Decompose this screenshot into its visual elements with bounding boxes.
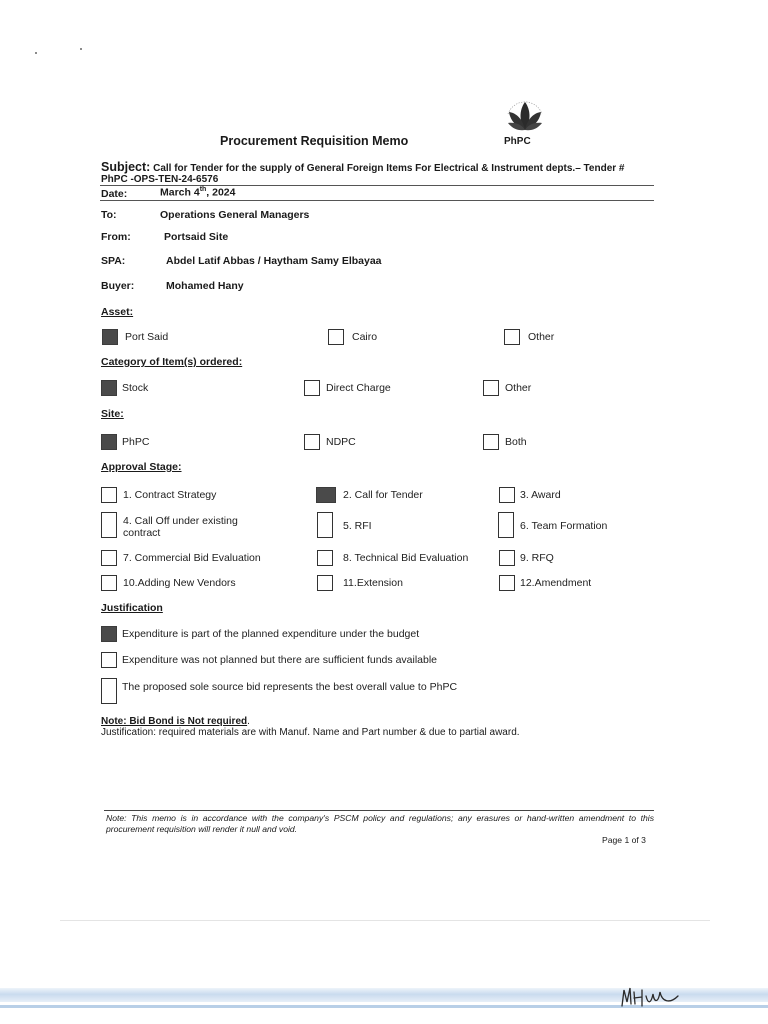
approval-option-label: 7. Commercial Bid Evaluation [123,552,261,564]
to-label: To: [101,209,117,221]
page-number: Page 1 of 3 [602,835,646,845]
approval-option-label: 6. Team Formation [520,520,608,532]
from-value: Portsaid Site [164,231,229,243]
approval-option-label: 1. Contract Strategy [123,489,217,501]
asset-option-label: Port Said [125,331,169,343]
category-option-label: Stock [122,382,149,394]
spa-value: Abdel Latif Abbas / Haytham Samy Elbayaa [166,255,382,267]
approval-option-label: 8. Technical Bid Evaluation [343,552,469,564]
approval-call-off-checkbox[interactable] [101,512,117,538]
category-option-label: Direct Charge [326,382,391,394]
site-ndpc-checkbox[interactable] [304,434,320,450]
category-option-label: Other [505,382,532,394]
to-value: Operations General Managers [160,209,310,221]
date-year: , 2024 [206,186,236,199]
site-heading: Site: [101,408,124,420]
justification-sole-source-checkbox[interactable] [101,678,117,704]
approval-rfi-checkbox[interactable] [317,512,333,538]
buyer-value: Mohamed Hany [166,280,244,292]
approval-call-off-line2: contract [123,527,161,539]
site-option-label: NDPC [326,436,356,448]
approval-option-label: 9. RFQ [520,552,554,564]
subject-text: Call for Tender for the supply of General Foreign Items For Electrical & Instrument depts.– Tender # [153,163,625,174]
bid-bond-text: Note: Bid Bond is Not required [101,716,248,727]
justification-not-planned-checkbox[interactable] [101,652,117,668]
approval-call-for-tender-checkbox[interactable] [316,487,336,503]
approval-technical-bid-checkbox[interactable] [317,550,333,566]
justification-note: Justification: required materials are with Manuf. Name and Part number & due to partial award. [101,727,520,738]
tender-number: PhPC -OPS-TEN-24-6576 [101,174,219,185]
approval-commercial-bid-checkbox[interactable] [101,550,117,566]
site-both-checkbox[interactable] [483,434,499,450]
asset-cairo-checkbox[interactable] [328,329,344,345]
buyer-label: Buyer: [101,280,135,292]
approval-option-label: 2. Call for Tender [343,489,423,501]
scan-speck [35,52,37,54]
category-stock-checkbox[interactable] [101,380,117,396]
category-heading: Category of Item(s) ordered: [101,356,243,368]
date-label: Date: [101,188,128,200]
handwritten-signature-icon [618,982,682,1015]
asset-option-label: Cairo [352,331,378,343]
footer-note: Note: This memo is in accordance with the company's PSCM policy and regulations; any erasures or hand-written amendment to this procurement requisition will render it null and void. [106,813,654,834]
from-label: From: [101,231,131,243]
approval-option-label: 10.Adding New Vendors [123,577,236,589]
notes-block [101,716,520,738]
logo-label: PhPC [504,136,531,147]
asset-heading: Asset: [101,306,134,318]
date-value [160,186,236,199]
approval-award-checkbox[interactable] [499,487,515,503]
asset-port-said-checkbox[interactable] [102,329,118,345]
approval-option-label: 11.Extension [343,577,403,589]
footer-divider [104,810,654,811]
scan-speck [80,48,82,50]
bid-bond-tail: . [247,716,250,727]
approval-team-formation-checkbox[interactable] [498,512,514,538]
category-other-checkbox[interactable] [483,380,499,396]
site-option-label: PhPC [122,436,150,448]
approval-option-label: 3. Award [520,489,561,501]
approval-heading: Approval Stage: [101,461,182,473]
faint-divider [60,920,710,921]
subject-line [101,160,661,185]
asset-option-label: Other [528,331,555,343]
site-phpc-checkbox[interactable] [101,434,117,450]
justification-planned-checkbox[interactable] [101,626,117,642]
memo-title: Procurement Requisition Memo [220,134,409,148]
approval-option-label: 5. RFI [343,520,372,532]
justification-option-label: Expenditure is part of the planned expenditure under the budget [122,628,420,640]
date-suffix: th [199,186,207,193]
approval-amendment-checkbox[interactable] [499,575,515,591]
approval-option-label: 12.Amendment [520,577,592,589]
spa-label: SPA: [101,255,126,267]
bid-bond-note [101,716,520,727]
approval-adding-vendors-checkbox[interactable] [101,575,117,591]
date-day: March 4 [160,186,200,199]
approval-call-off-line1: 4. Call Off under existing [123,515,238,527]
date-divider [100,200,654,201]
justification-option-label: The proposed sole source bid represents the best overall value to PhPC [122,681,458,693]
approval-contract-strategy-checkbox[interactable] [101,487,117,503]
category-direct-charge-checkbox[interactable] [304,380,320,396]
justification-heading: Justification [101,602,163,614]
subject-key: Subject: [101,160,151,174]
justification-option-label: Expenditure was not planned but there are sufficient funds available [122,654,438,666]
site-option-label: Both [505,436,527,448]
approval-option-label [123,515,238,539]
approval-extension-checkbox[interactable] [317,575,333,591]
approval-rfq-checkbox[interactable] [499,550,515,566]
asset-other-checkbox[interactable] [504,329,520,345]
